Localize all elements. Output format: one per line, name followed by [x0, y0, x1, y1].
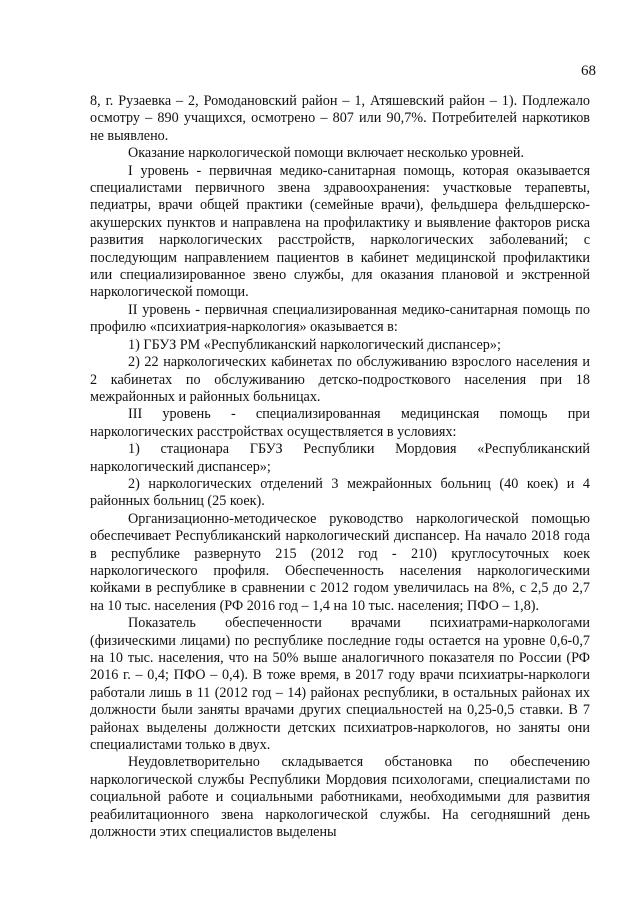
paragraph-level-3-item-2: 2) наркологических отделений 3 межрайонных больниц (40 коек) и 4 районных больниц (25 коек). — [90, 475, 590, 510]
paragraph-level-2: II уровень - первичная специализированная медико-санитарная помощь по профилю «психиатрия-наркология» оказывается в: — [90, 301, 590, 336]
paragraph-specialists: Неудовлетворительно складывается обстановка по обеспечению наркологической службы Республики Мордовия психологами, специалистами по социальной работе и социальными работниками, необходимыми для развития реабилитационного звена наркологической службы. На сегодняшний день должности этих специалистов выделены — [90, 754, 590, 841]
paragraph-level-3-item-1: 1) стационара ГБУЗ Республики Мордовия «Республиканский наркологический диспансер»; — [90, 441, 590, 475]
page-number: 68 — [581, 63, 596, 79]
paragraph-level-1: I уровень - первичная медико-санитарная помощь, которая оказывается специалистами первичного звена здравоохранения: участковые терапевты, педиатры, врачи общей практики (семейные врачи), фельдшера фельдшерско-акушерских пунктов и направлена на профилактику и выявление факторов риска развития наркологических расстройств, наркологических заболеваний; с последующим направлением пациентов в кабинет медицинской профилактики или специализированное звено службы, для оказания плановой и экстренной наркологической помощи. — [90, 162, 590, 301]
paragraph-levels-intro: Оказание наркологической помощи включает несколько уровней. — [128, 145, 525, 162]
paragraph-staffing: Показатель обеспеченности врачами психиатрами-наркологами (физическими лицами) по республике последние годы остается на уровне 0,6-0,7 на 10 тыс. населения, что на 50% выше аналогичного показателя по России (РФ 2016 г. – 0,4; ПФО – 0,4). В тоже время, в 2017 году врачи психиатры-наркологи работали лишь в 11 (2012 год – 14) районах республики, в остальных районах их должности были заняты врачами других специальностей на 0,25-0,5 ставки. В 7 районах выделены должности детских психиатров-наркологов, но заняты они специалистами только в двух. — [90, 615, 590, 754]
paragraph-continuation: 8, г. Рузаевка – 2, Ромодановский район – 1, Атяшевский район – 1). Подлежало осмотру – 890 учащихся, осмотрено – 807 или 90,7%. Потребителей наркотиков не выявлено. — [90, 93, 590, 144]
paragraph-organization: Организационно-методическое руководство наркологической помощью обеспечивает Республиканский наркологический диспансер. На начало 2018 года в республике развернуто 215 (2012 год - 210) круглосуточных коек наркологического профиля. Обеспеченность населения наркологическими койками в республике в сравнении с 2012 годом увеличилась на 8%, с 2,5 до 2,7 на 10 тыс. населения (РФ 2016 год – 1,4 на 10 тыс. населения; ПФО – 1,8). — [90, 510, 590, 614]
body-text — [90, 93, 590, 841]
paragraph-level-2-item-2: 2) 22 наркологических кабинетах по обслуживанию взрослого населения и 2 кабинетах по обслуживанию детско-подросткового населения при 18 межрайонных и районных больницах. — [90, 354, 590, 405]
paragraph-level-3: III уровень - специализированная медицинская помощь при наркологических расстройствах осуществляется в условиях: — [90, 406, 590, 440]
paragraph-level-2-item-1: 1) ГБУЗ РМ «Республиканский наркологический диспансер»; — [128, 336, 501, 353]
